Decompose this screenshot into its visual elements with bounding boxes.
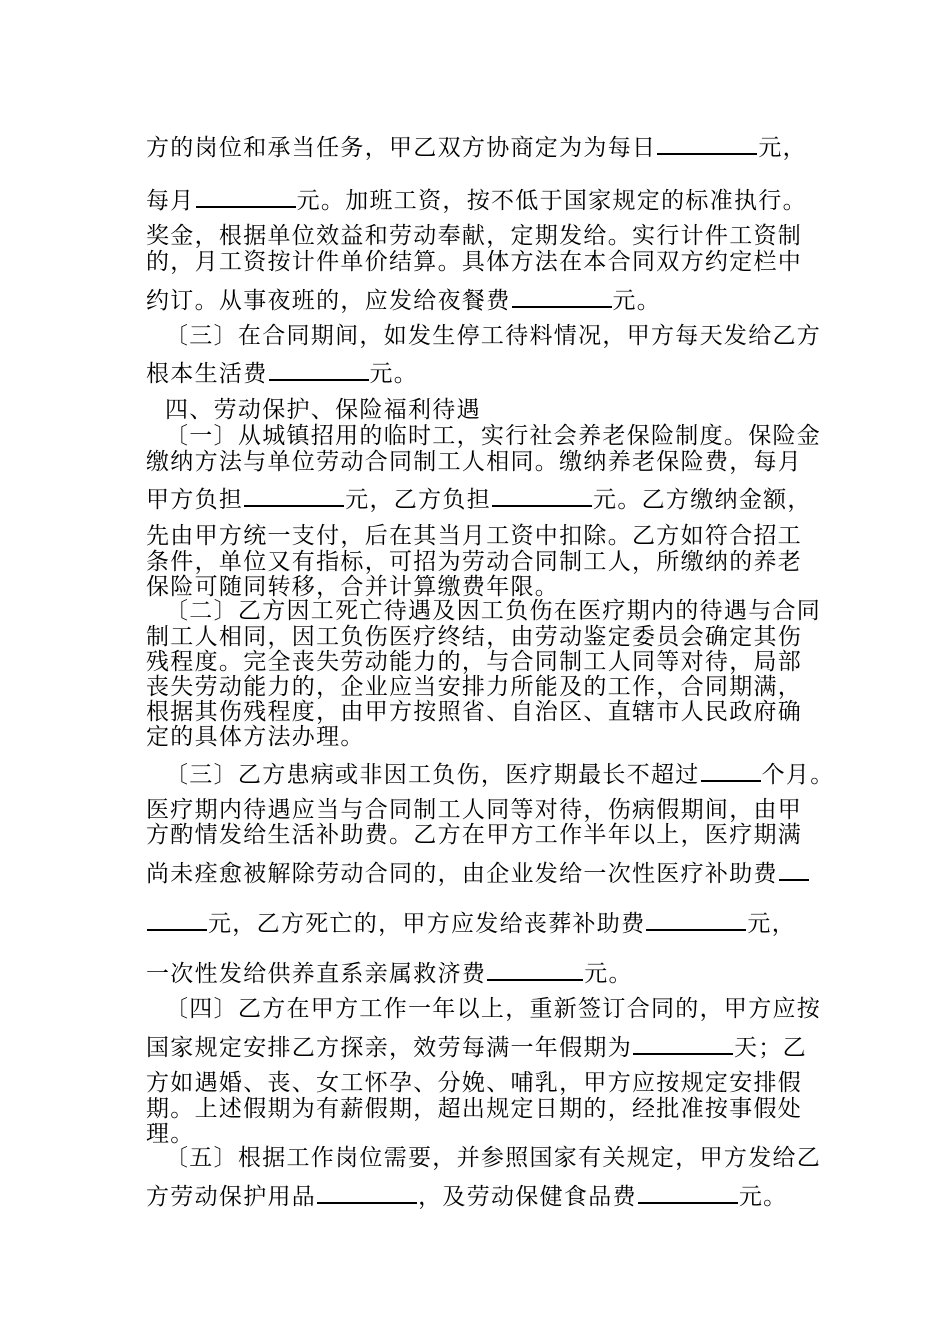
paragraph-line <box>146 447 950 477</box>
text-run: 方酌情发给生活补助费。乙方在甲方工作半年以上，医疗期满 <box>146 822 803 848</box>
text-run: 丧失劳动能力的，企业应当安排力所能及的工作，合同期满， <box>146 674 803 700</box>
fill-blank <box>633 1031 733 1055</box>
text-run: 先由甲方统一支付，后在其当月工资中扣除。乙方如符合招工 <box>146 523 803 549</box>
text-run: 元，乙方负担 <box>345 487 492 513</box>
text-run: 根本生活费 <box>146 361 268 387</box>
text-run: 〔三〕乙方患病或非因工负伤，医疗期最长不超过 <box>165 762 700 788</box>
text-run: 制工人相同，因工负伤医疗终结，由劳动鉴定委员会确定其伤 <box>146 624 803 650</box>
paragraph-line <box>165 994 950 1024</box>
paragraph-line <box>146 483 950 515</box>
text-run: 的，月工资按计件单价结算。具体方法在本合同双方约定栏中 <box>146 249 803 275</box>
text-run: 甲方负担 <box>146 487 244 513</box>
text-run: 残程度。完全丧失劳动能力的，与合同制工人同等对待，局部 <box>146 649 803 675</box>
fill-blank <box>269 357 369 381</box>
fill-blank <box>196 184 296 208</box>
text-run: 元。 <box>612 288 662 314</box>
text-run: 每月 <box>146 188 195 214</box>
fill-blank <box>646 907 746 931</box>
text-run: 〔四〕乙方在甲方工作一年以上，重新签订合同的，甲方应按 <box>165 996 822 1022</box>
text-run: 条件，单位又有指标，可招为劳动合同制工人，所缴纳的养老 <box>146 549 803 575</box>
fill-blank <box>701 758 761 782</box>
text-run: 期。上述假期为有薪假期，超出规定日期的，经批准按事假处 <box>146 1096 803 1122</box>
paragraph-line <box>146 284 950 316</box>
text-run: 元。 <box>738 1184 788 1210</box>
text-run: 元。乙方缴纳金额， <box>593 487 812 513</box>
text-run: 国家规定安排乙方探亲，效劳每满一年假期为 <box>146 1035 632 1061</box>
text-run: 约订。从事夜班的，应发给夜餐费 <box>146 288 511 314</box>
text-run: 方劳动保护用品 <box>146 1184 317 1210</box>
fill-blank <box>638 1180 738 1204</box>
paragraph-line <box>165 758 950 790</box>
text-run: 〔二〕乙方因工死亡待遇及因工负伤在医疗期内的待遇与合同 <box>165 598 822 624</box>
paragraph-line <box>165 1143 950 1173</box>
text-run: 元， <box>747 911 797 937</box>
text-run: 天；乙 <box>734 1035 807 1061</box>
text-run: 一次性发给供养直系亲属救济费 <box>146 961 487 987</box>
paragraph-line <box>146 247 950 277</box>
paragraph-line <box>146 857 950 889</box>
text-run: 〔五〕根据工作岗位需要，并参照国家有关规定，甲方发给乙 <box>165 1145 822 1171</box>
text-run: 定的具体方法办理。 <box>146 724 365 750</box>
fill-blank <box>147 907 207 931</box>
paragraph-line <box>146 357 950 389</box>
text-run: 〔三〕在合同期间，如发生停工待料情况，甲方每天发给乙方 <box>165 323 822 349</box>
paragraph-line <box>146 184 950 216</box>
paragraph-line <box>146 820 950 850</box>
fill-blank <box>317 1180 417 1204</box>
text-run: 理。 <box>146 1121 195 1147</box>
paragraph-line <box>146 1031 950 1063</box>
text-run: 根据其伤残程度，由甲方按照省、自治区、直辖市人民政府确 <box>146 699 803 725</box>
text-run: ，及劳动保健食品费 <box>418 1184 637 1210</box>
text-run: 缴纳方法与单位劳动合同制工人相同。缴纳养老保险费，每月 <box>146 449 803 475</box>
fill-blank <box>779 857 809 881</box>
text-run: 元， <box>758 135 807 161</box>
fill-blank <box>657 131 757 155</box>
text-run: 医疗期内待遇应当与合同制工人同等对待，伤病假期间，由甲 <box>146 797 803 823</box>
fill-blank <box>512 284 612 308</box>
paragraph-line <box>146 907 950 939</box>
text-run: 奖金，根据单位效益和劳动奉献，定期发给。实行计件工资制 <box>146 223 803 249</box>
fill-blank <box>487 957 583 981</box>
fill-blank <box>492 483 592 507</box>
text-run: 元。加班工资，按不低于国家规定的标准执行。 <box>296 188 807 214</box>
text-run: 元，乙方死亡的，甲方应发给丧葬补助费 <box>208 911 646 937</box>
paragraph-line <box>146 1180 950 1212</box>
text-run: 元。 <box>369 361 419 387</box>
paragraph-line <box>165 321 950 351</box>
text-run: 尚未痊愈被解除劳动合同的，由企业发给一次性医疗补助费 <box>146 861 778 887</box>
paragraph-line <box>146 957 950 989</box>
fill-blank <box>244 483 344 507</box>
text-run: 四、劳动保护、保险福利待遇 <box>165 397 481 423</box>
text-run: 元。 <box>584 961 633 987</box>
text-run: 方的岗位和承当任务，甲乙双方协商定为为每日 <box>146 135 657 161</box>
paragraph-line <box>146 722 950 752</box>
paragraph-line <box>146 131 950 163</box>
text-run: 保险可随同转移，合并计算缴费年限。 <box>146 574 560 600</box>
text-run: 个月。 <box>761 762 835 788</box>
text-run: 方如遇婚、丧、女工怀孕、分娩、哺乳，甲方应按规定安排假 <box>146 1070 803 1096</box>
text-run: 〔一〕从城镇招用的临时工，实行社会养老保险制度。保险金 <box>165 423 822 449</box>
